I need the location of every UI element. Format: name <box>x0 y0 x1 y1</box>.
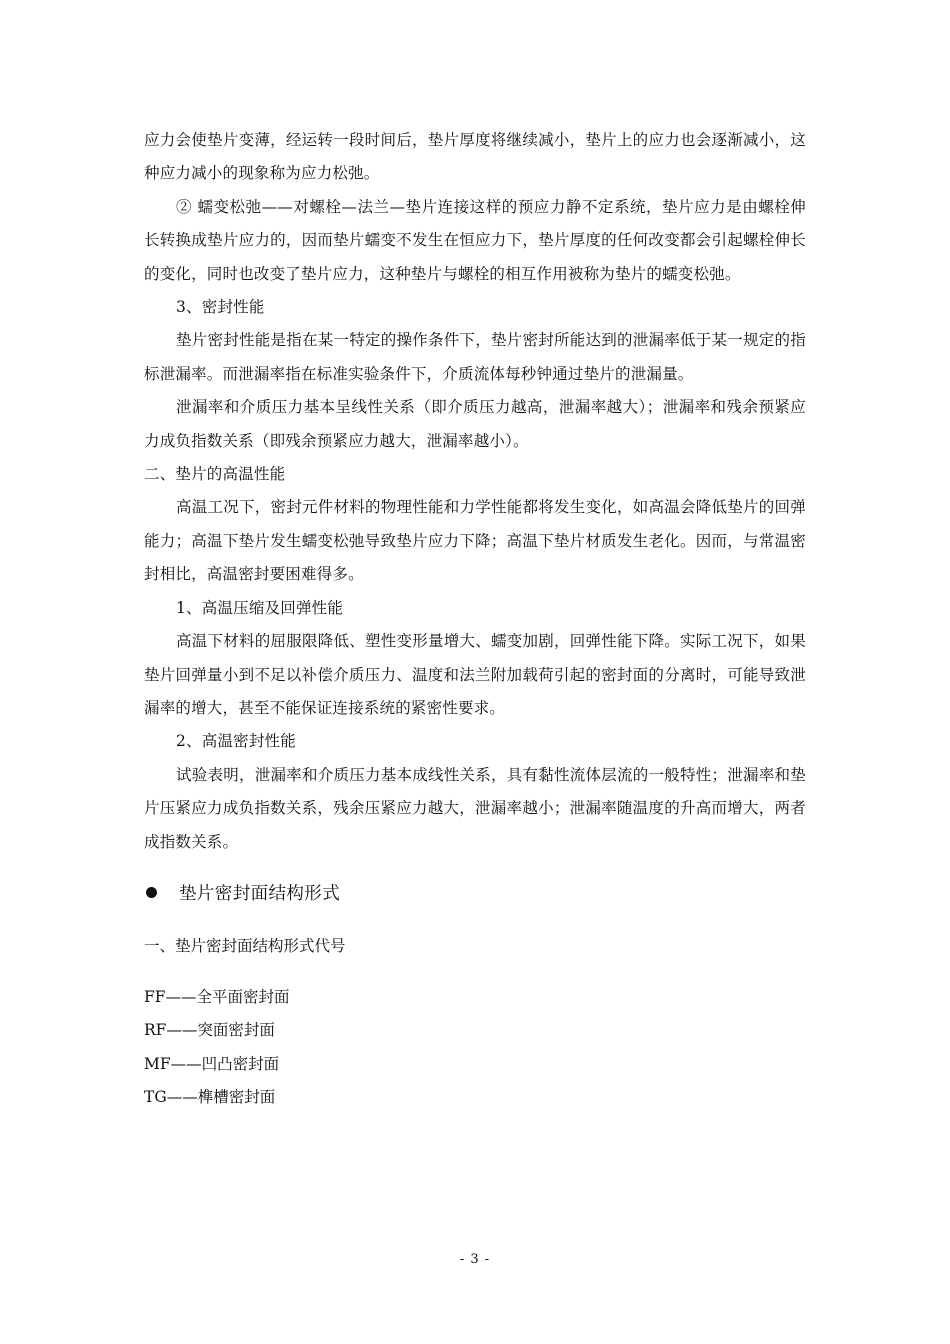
paragraph-5: 高温工况下，密封元件材料的物理性能和力学性能都将发生变化，如高温会降低垫片的回弹能力；高温下垫片发生蠕变松弛导致垫片应力下降；高温下垫片材质发生老化。因而，与常温密封相比，高温密封要困难得多。 <box>144 498 806 584</box>
paragraph-3: 垫片密封性能是指在某一特定的操作条件下，垫片密封所能达到的泄漏率低于某一规定的指标泄漏率。而泄漏率指在标准实验条件下，介质流体每秒钟通过垫片的泄漏量。 <box>144 331 806 383</box>
subsection-heading-compression: 1、高温压缩及回弹性能 <box>176 598 344 617</box>
page-number: - 3 - <box>459 1252 491 1267</box>
paragraph-6: 高温下材料的屈服限降低、塑性变形量增大、蠕变加剧，回弹性能下降。实际工况下，如果垫片回弹量小到不足以补偿介质压力、温度和法兰附加载荷引起的密封面的分离时，可能导致泄漏率的增大，甚至不能保证连接系统的紧密性要求。 <box>144 632 806 717</box>
subsection-heading-high-temp-sealing: 2、高温密封性能 <box>176 732 296 751</box>
bullet-dot-icon <box>146 887 157 898</box>
paragraph-4: 泄漏率和介质压力基本呈线性关系（即介质压力越高，泄漏率越大）；泄漏率和残余预紧应力成负指数关系（即残余预紧应力越大，泄漏率越小）。 <box>144 398 806 450</box>
paragraph-7: 试验表明，泄漏率和介质压力基本成线性关系，具有黏性流体层流的一般特性；泄漏率和垫片压紧应力成负指数关系，残余压紧应力越大，泄漏率越小；泄漏率随温度的升高而增大，两者成指数关系。 <box>144 765 806 851</box>
page-content <box>144 124 806 1115</box>
sub-heading: 一、垫片密封面结构形式代号 <box>144 936 346 955</box>
paragraph-1: 应力会使垫片变薄，经运转一段时间后，垫片厚度将继续减小，垫片上的应力也会逐渐减小，这种应力减小的现象称为应力松弛。 <box>144 131 806 183</box>
section-heading-sealing: 3、密封性能 <box>176 298 265 317</box>
code-item: MF——凹凸密封面 <box>144 1054 280 1073</box>
code-list <box>144 981 806 1115</box>
section-heading-high-temp: 二、垫片的高温性能 <box>144 465 286 484</box>
bullet-heading-text: 垫片密封面结构形式 <box>179 884 341 905</box>
paragraph-2: ② 蠕变松弛——对螺栓—法兰—垫片连接这样的预应力静不定系统，垫片应力是由螺栓伸长转换成垫片应力的，因而垫片蠕变不发生在恒应力下，垫片厚度的任何改变都会引起螺栓伸长的变化，同时也改变了垫片应力，这种垫片与螺栓的相互作用被称为垫片的蠕变松弛。 <box>144 197 806 283</box>
code-item: FF——全平面密封面 <box>144 987 290 1006</box>
bullet-heading <box>144 871 806 915</box>
code-item: TG——榫槽密封面 <box>144 1088 276 1107</box>
code-item: RF——突面密封面 <box>144 1021 275 1040</box>
